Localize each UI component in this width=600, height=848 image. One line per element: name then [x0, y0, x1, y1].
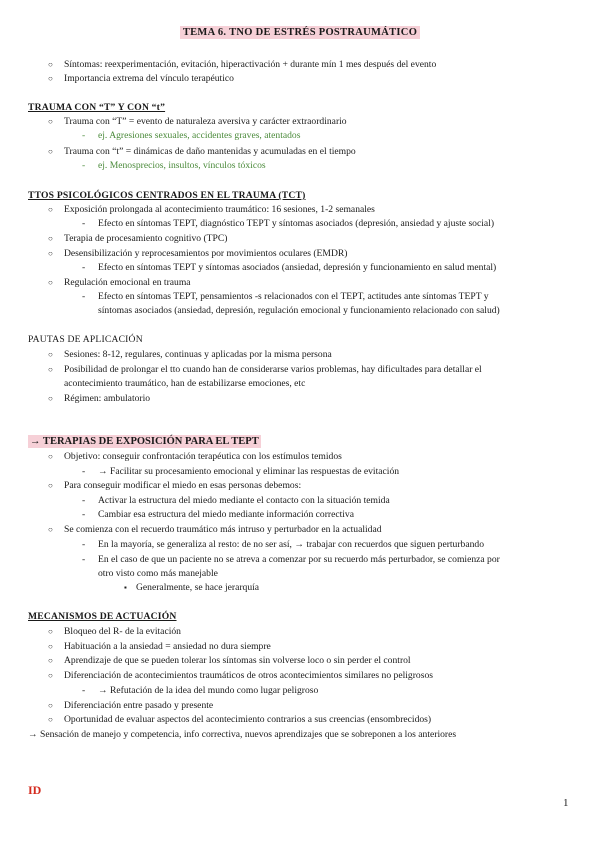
section-heading-exposicion: → TERAPIAS DE EXPOSICIÓN PARA EL TEPT	[30, 436, 259, 447]
list-item: ○ Aprendizaje de que se pueden tolerar los síntomas sin volverse loco o sin perder el control	[48, 655, 411, 666]
circle-bullet-icon: ○	[48, 74, 53, 83]
dash-bullet-icon: -	[82, 509, 86, 520]
sub-item: - En la mayoría, se generaliza al resto: de no ser así, → trabajar con recuerdos que siguen perturbando	[82, 539, 484, 550]
circle-bullet-icon: ○	[48, 627, 53, 636]
circle-bullet-icon: ○	[48, 452, 53, 461]
list-item: ○ Oportunidad de evaluar aspectos del acontecimiento contrarios a sus creencias (ensombrecidos)	[48, 714, 432, 725]
list-item: ○ Regulación emocional en trauma	[48, 277, 191, 288]
circle-bullet-icon: ○	[48, 525, 53, 534]
list-item: ○ Exposición prolongada al acontecimiento traumático: 16 sesiones, 1-2 semanales	[48, 204, 375, 215]
circle-bullet-icon: ○	[48, 147, 53, 156]
dash-bullet-icon: -	[82, 554, 86, 565]
dash-bullet-icon: -	[82, 218, 86, 229]
dash-bullet-icon: -	[82, 495, 86, 506]
list-item: ○ Síntomas: reexperimentación, evitación, hiperactivación + durante mín 1 mes después del evento	[48, 59, 437, 70]
circle-bullet-icon: ○	[48, 715, 53, 724]
section-heading-pautas: PAUTAS DE APLICACIÓN	[28, 334, 143, 345]
author-initials: ID	[28, 783, 42, 797]
circle-bullet-icon: ○	[48, 394, 53, 403]
sub-item: - En el caso de que un paciente no se atreva a comenzar por su recuerdo más perturbador, se comienza por	[82, 554, 500, 565]
list-item: ○ Trauma con “T” = evento de naturaleza aversiva y carácter extraordinario	[48, 116, 347, 127]
list-item: ○ Bloqueo del R- de la evitación	[48, 626, 181, 637]
list-item: ○ Para conseguir modificar el miedo en esas personas debemos:	[48, 480, 302, 491]
circle-bullet-icon: ○	[48, 249, 53, 258]
section-heading-mecanismos: MECANISMOS DE ACTUACIÓN	[28, 611, 177, 622]
closing-line: → Sensación de manejo y competencia, info correctiva, nuevos aprendizajes que se sobreponen a los anteriores	[28, 729, 457, 740]
dash-bullet-icon: -	[82, 539, 86, 550]
dash-bullet-icon: -	[82, 685, 86, 696]
list-item: ○ Diferenciación de acontecimientos traumáticos de otros acontecimientos similares no peligrosos	[48, 670, 433, 681]
section-heading-ttos: TTOS PSICOLÓGICOS CENTRADOS EN EL TRAUMA (TCT)	[28, 190, 306, 201]
sub-item: - Cambiar esa estructura del miedo mediante información correctiva	[82, 509, 354, 520]
list-item: ○ Posibilidad de prolongar el tto cuando han de considerarse varios problemas, hay dificultades para detallar el	[48, 364, 482, 375]
circle-bullet-icon: ○	[48, 671, 53, 680]
page-number: 1	[563, 797, 569, 809]
example-item: - ej. Menosprecios, insultos, vínculos tóxicos	[82, 160, 266, 171]
dash-bullet-icon: -	[82, 466, 86, 477]
sub-sub-item: ▪ Generalmente, se hace jerarquía	[124, 582, 260, 593]
list-item: ○ Régimen: ambulatorio	[48, 393, 151, 404]
circle-bullet-icon: ○	[48, 278, 53, 287]
dash-bullet-icon: -	[82, 262, 86, 273]
dash-bullet-icon: -	[82, 160, 86, 171]
dash-bullet-icon: -	[82, 291, 86, 302]
list-item: ○ Trauma con “t” = dinámicas de daño mantenidas y acumuladas en el tiempo	[48, 146, 356, 157]
list-item: ○ Objetivo: conseguir confrontación terapéutica con los estímulos temidos	[48, 451, 342, 462]
dash-bullet-icon: -	[82, 130, 86, 141]
circle-bullet-icon: ○	[48, 481, 53, 490]
circle-bullet-icon: ○	[48, 642, 53, 651]
circle-bullet-icon: ○	[48, 350, 53, 359]
circle-bullet-icon: ○	[48, 365, 53, 374]
sub-item: - Efecto en síntomas TEPT y síntomas asociados (ansiedad, depresión y funcionamiento en salud mental)	[82, 262, 497, 273]
circle-bullet-icon: ○	[48, 656, 53, 665]
list-item: ○ Importancia extrema del vínculo terapéutico	[48, 73, 234, 84]
page-title: TEMA 6. TNO DE ESTRÉS POSTRAUMÁTICO	[0, 27, 600, 38]
sub-item: - Efecto en síntomas TEPT, pensamientos -s relacionados con el TEPT, actitudes ante síntomas TEPT y	[82, 291, 489, 302]
list-item-continuation: acontecimiento traumático, han de estabilizarse emociones, etc	[64, 378, 306, 389]
list-item: ○ Sesiones: 8-12, regulares, continuas y aplicadas por la misma persona	[48, 349, 332, 360]
sub-item: - → Facilitar su procesamiento emocional y eliminar las respuestas de evitación	[82, 466, 400, 477]
circle-bullet-icon: ○	[48, 701, 53, 710]
list-item: ○ Habituación a la ansiedad = ansiedad no dura siempre	[48, 641, 271, 652]
section-heading-trauma: TRAUMA CON “T” Y CON “t”	[28, 102, 166, 113]
list-item: ○ Desensibilización y reprocesamientos por movimientos oculares (EMDR)	[48, 248, 348, 259]
sub-item: - Activar la estructura del miedo mediante el contacto con la situación temida	[82, 495, 390, 506]
list-item: ○ Terapia de procesamiento cognitivo (TPC)	[48, 233, 228, 244]
example-item: - ej. Agresiones sexuales, accidentes graves, atentados	[82, 130, 301, 141]
circle-bullet-icon: ○	[48, 205, 53, 214]
circle-bullet-icon: ○	[48, 234, 53, 243]
sub-item-continuation: otro visto como más manejable	[98, 568, 218, 579]
sub-item: - Efecto en síntomas TEPT, diagnóstico TEPT y síntomas asociados (depresión, ansiedad y ajuste social)	[82, 218, 495, 229]
circle-bullet-icon: ○	[48, 60, 53, 69]
square-bullet-icon: ▪	[124, 583, 127, 592]
circle-bullet-icon: ○	[48, 117, 53, 126]
list-item: ○ Diferenciación entre pasado y presente	[48, 700, 214, 711]
list-item: ○ Se comienza con el recuerdo traumático más intruso y perturbador en la actualidad	[48, 524, 382, 535]
sub-item-continuation: síntomas asociados (ansiedad, depresión, regulación emocional y funcionamiento relacionado con salud)	[98, 305, 500, 316]
sub-item: - → Refutación de la idea del mundo como lugar peligroso	[82, 685, 319, 696]
